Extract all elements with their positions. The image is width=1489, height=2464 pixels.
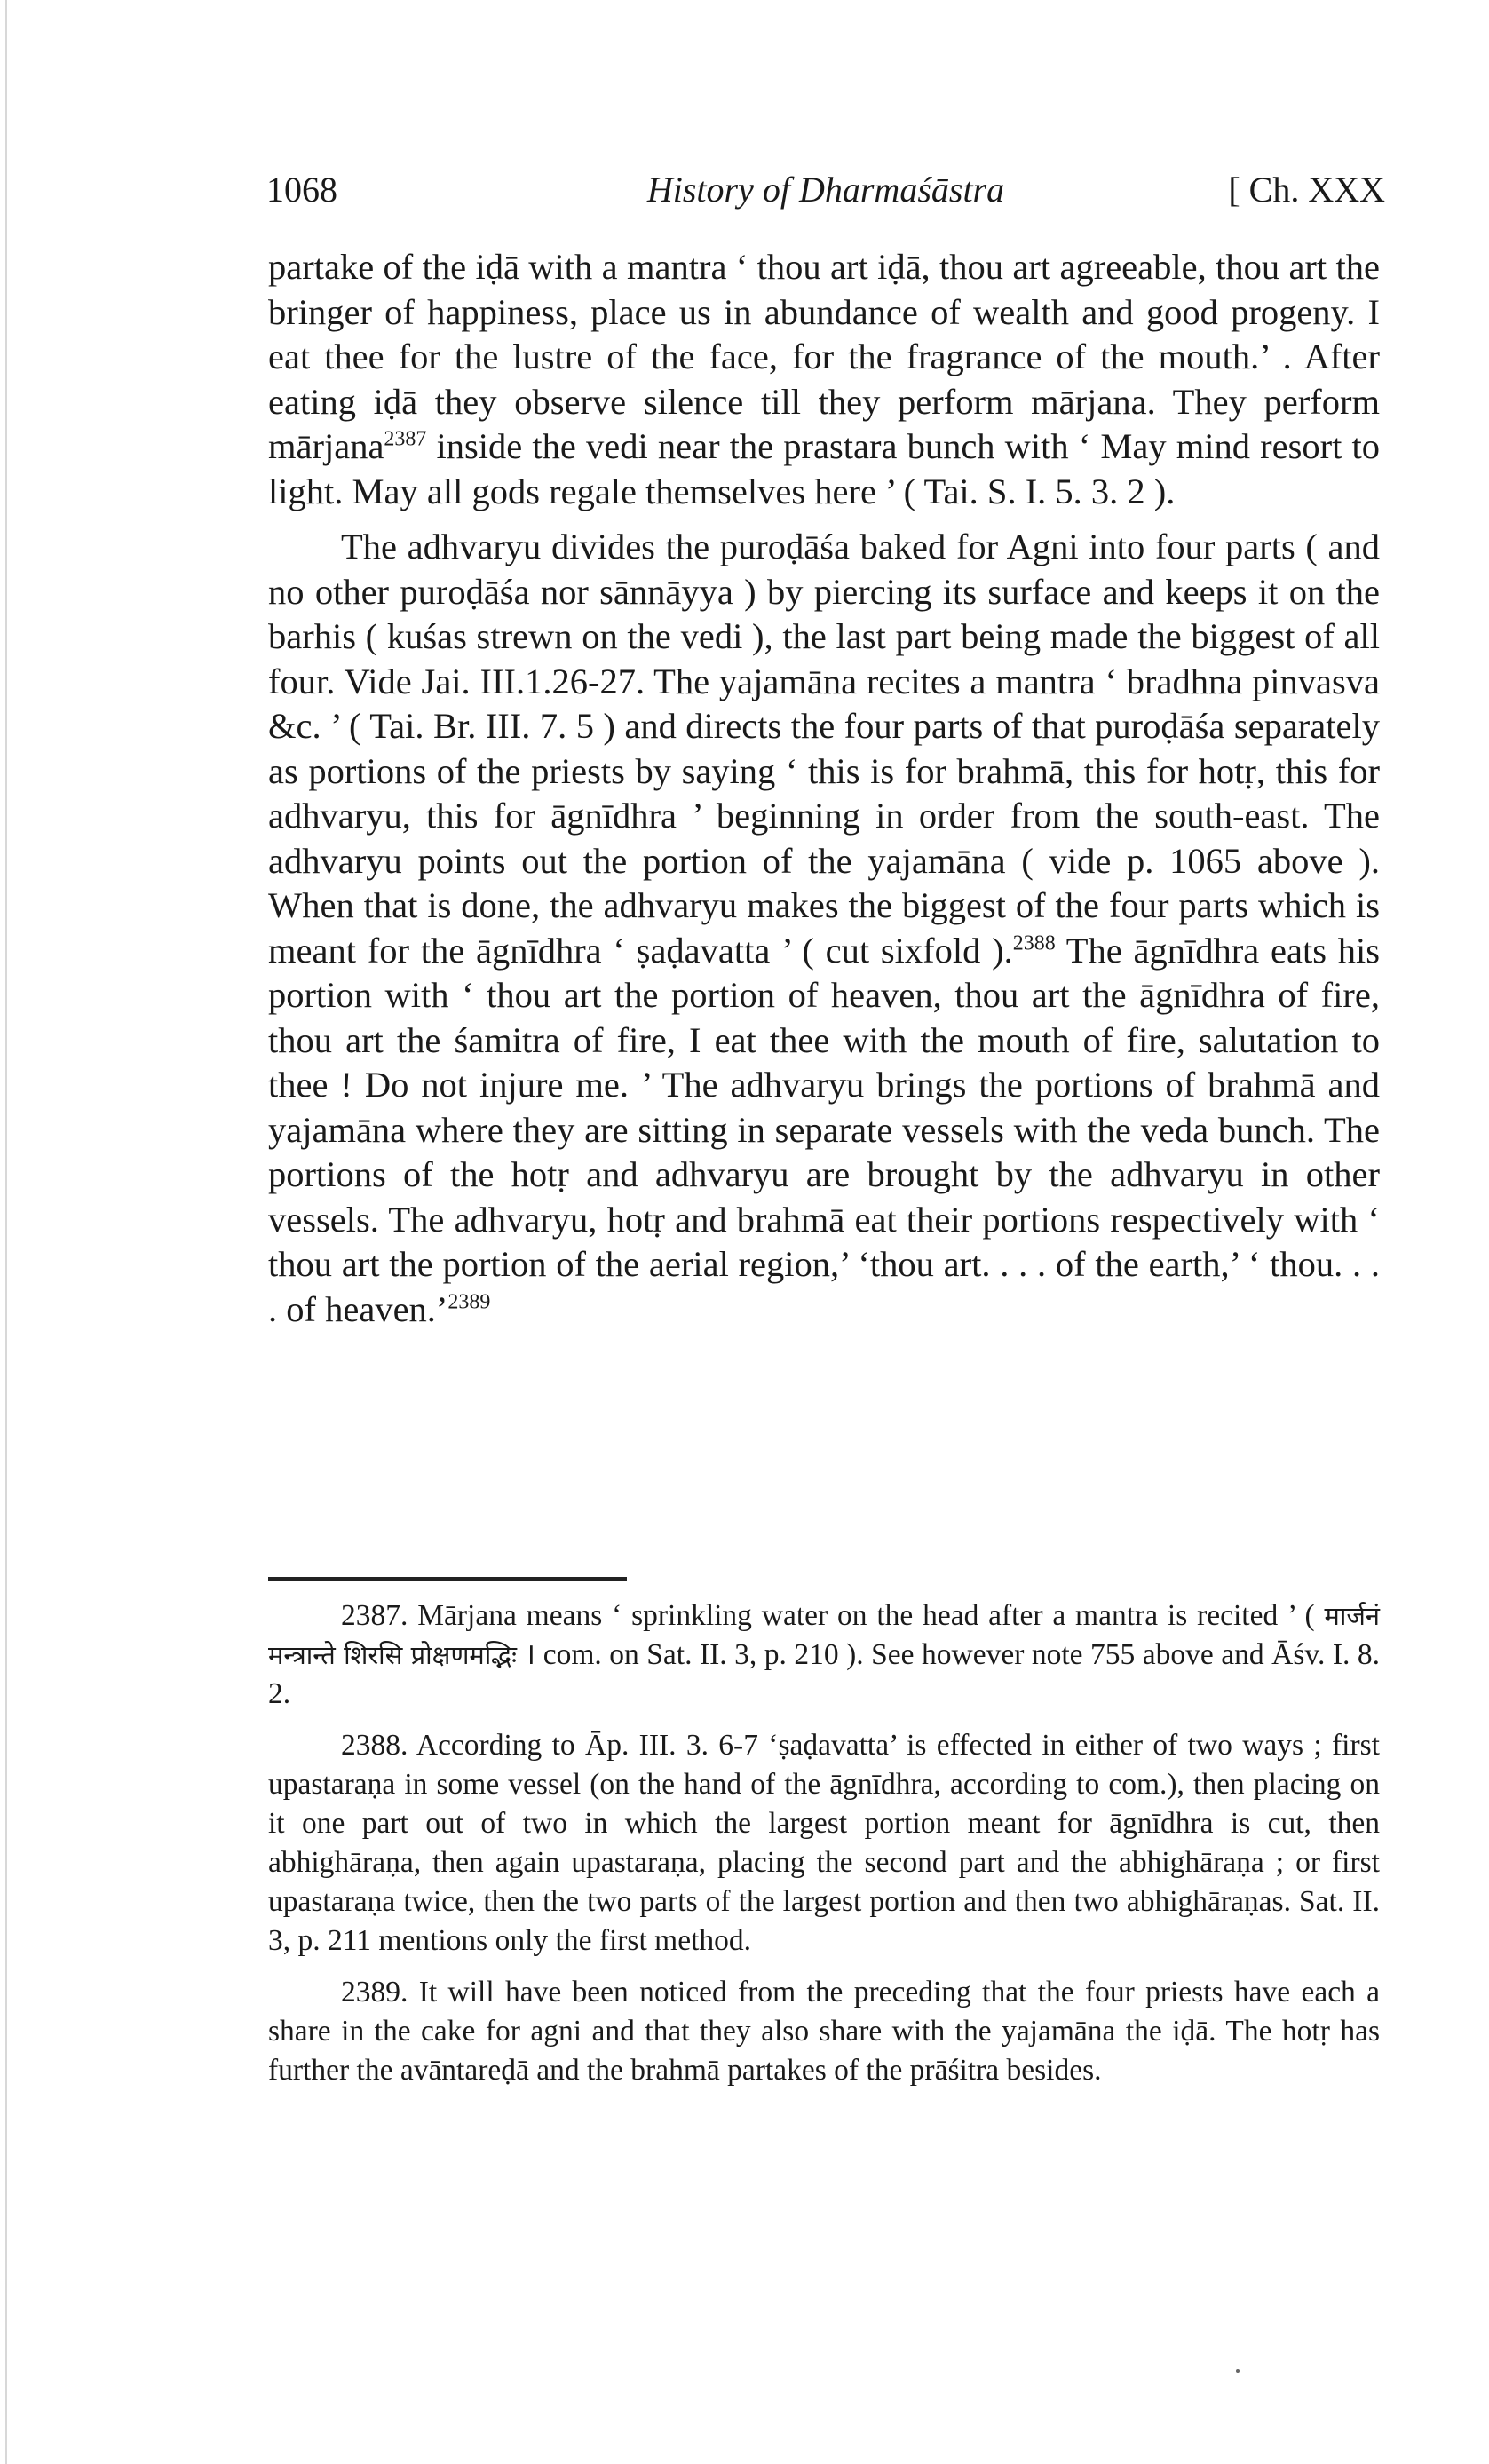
running-header bbox=[266, 169, 1385, 222]
footnote-2388 bbox=[268, 1726, 1380, 1961]
footnote-text: It will have been noticed from the preceding that the four priests have each a share in the cake for agni and that they also share with the yajamāna the iḍā. The hotṛ has further the avāntareḍā and the brahmā partakes of the prāśitra besides. bbox=[268, 1976, 1381, 2087]
paragraph-2-text: The adhvaryu divides the puroḍāśa baked for Agni into four parts ( and no other puroḍāśa nor sānnāyya ) by piercing its surface and keeps it on the barhis ( kuśas strewn on the vedi ), the last part being made the biggest of all four. Vide Jai. III.1.26-27. The yajamāna recites a mantra ‘ bradhna pinvasva &c. ’ ( Tai. Br. III. 7. 5 ) and directs the four parts of that puroḍāśa separately as portions of the priests by saying ‘ this is for brahmā, this for hotṛ, this for adhvaryu, this for āgnīdhra ’ beginning in order from the south-east. The adhvaryu points out the portion of the yajamāna ( vide p. 1065 above ). When that is done, the adhvaryu makes the biggest of the four parts which is meant for the āgnīdhra ‘ ṣaḍavatta ’ ( cut sixfold ). bbox=[268, 527, 1380, 971]
paragraph-1-text: partake of the iḍā with a mantra ‘ thou art iḍā, thou art agreeable, thou art the bringer of happiness, place us in abundance of wealth and good progeny. I eat thee for the lustre of the face, for the fragrance of the mouth.’ . After eating iḍā they observe silence till they perform mārjana. They perform mārjana bbox=[268, 247, 1380, 466]
footnote-text: According to Āp. III. 3. 6-7 ‘ṣaḍavatta’ is effected in either of two ways ; first upastaraṇa in some vessel (on the hand of the āgnīdhra, according to com.), then placing on it one part out of two in which the largest portion meant for āgnīdhra is cut, then abhighāraṇa, then again upastaraṇa, placing the second part and the abhighāraṇa ; or first upastaraṇa twice, then the two parts of the largest portion and then two abhighāraṇas. Sat. II. 3, p. 211 mentions only the first method. bbox=[268, 1729, 1380, 1957]
footnotes bbox=[268, 1596, 1380, 2103]
running-title: History of Dharmaśāstra bbox=[646, 170, 1005, 210]
footnote-text-cont: । com. on Sat. II. 3, p. 210 ). See however note 755 above and Āśv. I. 8. 2. bbox=[268, 1638, 1380, 1710]
footnote-ref-2389[interactable]: 2389 bbox=[447, 1290, 491, 1313]
footnote-number: 2387. bbox=[341, 1599, 408, 1632]
chapter-label: [ Ch. XXX bbox=[1228, 170, 1385, 210]
paragraph-2-tail: The āgnīdhra eats his portion with ‘ thou art the portion of heaven, thou art the āgnīdhra of fire, thou art the śamitra of fire, I eat thee with the mouth of fire, salutation to thee ! Do not injure me. ’ The adhvaryu brings the portions of brahmā and yajamāna where they are sitting in separate vessels with the veda bunch. The portions of the hotṛ and adhvaryu are brought by the adhvaryu in other vessels. The adhvaryu, hotṛ and brahmā eat their portions respectively with ‘ thou art the portion of the aerial region,’ ‘thou art. . . . of the earth,’ ‘ thou. . . . of heaven.’ bbox=[268, 930, 1380, 1329]
paragraph-1 bbox=[268, 245, 1380, 514]
footnote-ref-2388[interactable]: 2388 bbox=[1012, 931, 1056, 955]
footnote-number: 2388. bbox=[341, 1729, 408, 1762]
scan-speck bbox=[1236, 2369, 1240, 2373]
footnote-2387 bbox=[268, 1596, 1380, 1714]
page-number: 1068 bbox=[266, 170, 337, 210]
footnote-number: 2389. bbox=[341, 1976, 408, 2008]
main-text bbox=[268, 245, 1380, 1332]
paragraph-1-tail: inside the vedi near the prastara bunch with ‘ May mind resort to light. May all gods regale themselves here ’ ( Tai. S. I. 5. 3. 2 ). bbox=[268, 426, 1380, 511]
scan-edge-line bbox=[5, 0, 7, 2464]
footnote-ref-2387[interactable]: 2387 bbox=[384, 427, 427, 451]
footnote-divider bbox=[268, 1577, 627, 1581]
footnote-text: Mārjana means ‘ sprinkling water on the head after a mantra is recited ’ ( bbox=[417, 1599, 1315, 1632]
sanskrit-quote: मार्जनं मन्त्रान्ते शिरसि प्रोक्षणमद्भिः bbox=[268, 1601, 1381, 1670]
footnote-2389 bbox=[268, 1973, 1380, 2090]
paragraph-2 bbox=[268, 525, 1380, 1332]
